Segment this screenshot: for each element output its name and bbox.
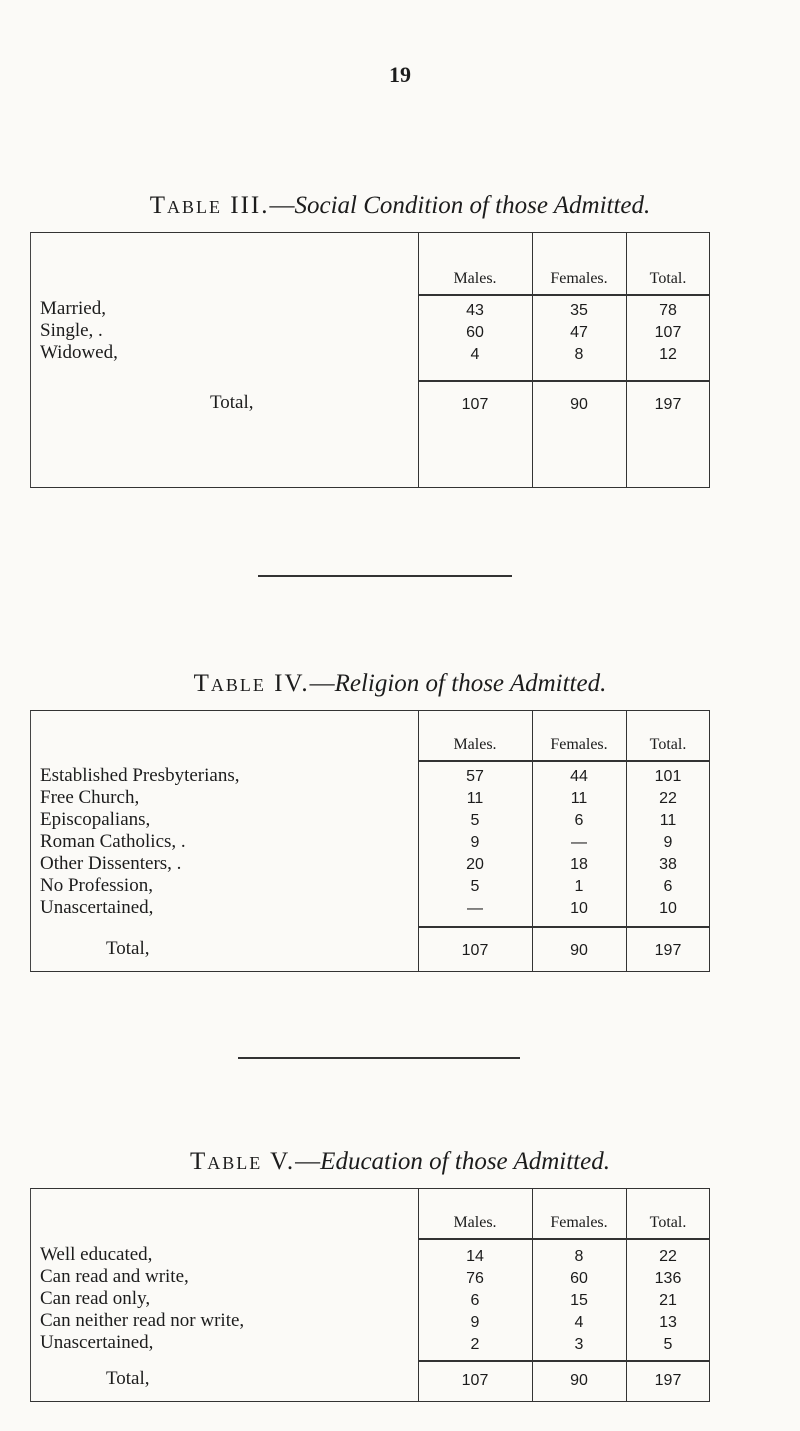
table-4-cell: 22 — [659, 790, 677, 807]
table-5-cell: 60 — [570, 1270, 588, 1287]
table-5-row-label: Can neither read nor write, — [40, 1310, 245, 1331]
table-4-total-cell: 197 — [654, 942, 682, 959]
table-4-cell: 6 — [663, 878, 673, 895]
table-5-cell: 15 — [570, 1292, 588, 1309]
table-3-row-label: Widowed, — [40, 342, 118, 363]
table-5-cell: 76 — [466, 1270, 484, 1287]
table-4-cell: 1 — [574, 878, 584, 895]
table-3-total-label: Total, — [210, 392, 254, 413]
table-4-total-rule — [418, 926, 710, 928]
table-4-total-label: Total, — [106, 938, 150, 959]
page-number: 19 — [389, 62, 411, 87]
table-5-row-label: Well educated, — [40, 1244, 153, 1265]
table-5-cell: 5 — [663, 1336, 673, 1353]
table-3-header-total: Total. — [649, 270, 687, 287]
table-4-cell: 9 — [470, 834, 480, 851]
table-5-total-cell: 90 — [570, 1372, 588, 1389]
table-3-row-label: Married, — [40, 298, 106, 319]
table-3-cell: 60 — [466, 324, 484, 341]
table-4-title-sub: Religion of those Admitted. — [334, 670, 607, 697]
table-5 — [30, 1188, 710, 1402]
table-5-cell: 8 — [574, 1248, 584, 1265]
table-3-total-rule — [418, 380, 710, 382]
table-5-cell: 13 — [659, 1314, 677, 1331]
table-5-cell: 3 — [574, 1336, 584, 1353]
table-4-row-label: Free Church, — [40, 787, 140, 808]
table-4-cell: — — [467, 900, 483, 917]
table-5-row-label: Unascertained, — [40, 1332, 154, 1353]
table-4-row-label: Established Presbyterians, — [40, 765, 240, 786]
table-4-row-label: Roman Catholics, . — [40, 831, 186, 852]
table-4-cell: 10 — [659, 900, 677, 917]
table-3-title-dash: — — [269, 192, 295, 219]
table-4-title-lead: Table IV. — [193, 670, 310, 697]
table-4-cell: 11 — [466, 790, 484, 807]
table-4-cell: 9 — [663, 834, 673, 851]
table-3-row-label: Single, . — [40, 320, 103, 341]
section-divider — [238, 1057, 520, 1059]
table-4 — [30, 710, 710, 972]
table-3-header-males: Males. — [453, 270, 497, 287]
table-5-cell: 6 — [470, 1292, 480, 1309]
table-4-header-males: Males. — [453, 736, 497, 753]
table-4-title — [0, 670, 800, 698]
table-4-title-dash: — — [309, 670, 335, 697]
table-5-total-cell: 197 — [654, 1372, 682, 1389]
table-4-cell: 11 — [570, 790, 588, 807]
table-3-cell: 43 — [466, 302, 484, 319]
table-3 — [30, 232, 710, 488]
table-4-total-cell: 107 — [461, 942, 489, 959]
table-5-cell: 14 — [466, 1248, 484, 1265]
table-5-title-sub: Education of those Admitted. — [320, 1148, 610, 1175]
table-4-cell: 38 — [659, 856, 677, 873]
table-5-cell: 136 — [654, 1270, 682, 1287]
table-5-cell: 2 — [470, 1336, 480, 1353]
table-4-header-females: Females. — [550, 736, 608, 753]
table-5-header-males: Males. — [453, 1214, 497, 1231]
table-5-header-females: Females. — [550, 1214, 608, 1231]
table-4-row-label: Episcopalians, — [40, 809, 151, 830]
table-5-title-lead: Table V. — [190, 1148, 296, 1175]
table-4-cell: 11 — [659, 812, 677, 829]
table-5-total-label: Total, — [106, 1368, 150, 1389]
table-3-title — [0, 192, 800, 220]
table-5-row-label: Can read and write, — [40, 1266, 189, 1287]
table-5-cell: 4 — [574, 1314, 584, 1331]
table-3-total-cell: 90 — [570, 396, 588, 413]
table-3-title-lead: Table III. — [149, 192, 270, 219]
table-3-total-cell: 107 — [461, 396, 489, 413]
table-3-cell: 107 — [654, 324, 682, 341]
table-4-cell: 6 — [574, 812, 584, 829]
table-4-cell: 57 — [466, 768, 484, 785]
table-3-cell: 4 — [470, 346, 480, 363]
table-4-header-total: Total. — [649, 736, 687, 753]
table-3-header-rule — [418, 294, 710, 296]
table-3-cell: 35 — [570, 302, 588, 319]
table-4-row-label: Unascertained, — [40, 897, 154, 918]
table-3-title-sub: Social Condition of those Admitted. — [294, 192, 651, 219]
table-4-header-rule — [418, 760, 710, 762]
table-5-total-cell: 107 — [461, 1372, 489, 1389]
table-4-cell: 5 — [470, 878, 480, 895]
table-4-cell: 20 — [466, 856, 484, 873]
table-5-title — [0, 1148, 800, 1176]
table-3-cell: 47 — [570, 324, 588, 341]
table-5-header-rule — [418, 1238, 710, 1240]
table-5-row-label: Can read only, — [40, 1288, 151, 1309]
table-4-cell: 10 — [570, 900, 588, 917]
table-3-cell: 78 — [659, 302, 677, 319]
section-divider — [258, 575, 512, 577]
table-5-cell: 21 — [659, 1292, 677, 1309]
table-4-cell: 5 — [470, 812, 480, 829]
table-5-header-total: Total. — [649, 1214, 687, 1231]
table-4-total-cell: 90 — [570, 942, 588, 959]
table-5-total-rule — [418, 1360, 710, 1362]
table-3-cell: 12 — [659, 346, 677, 363]
table-3-cell: 8 — [574, 346, 584, 363]
table-3-header-females: Females. — [550, 270, 608, 287]
table-4-cell: — — [571, 834, 587, 851]
table-4-row-label: No Profession, — [40, 875, 153, 896]
table-3-total-cell: 197 — [654, 396, 682, 413]
table-4-row-label: Other Dissenters, . — [40, 853, 182, 874]
table-5-cell: 9 — [470, 1314, 480, 1331]
table-4-cell: 101 — [654, 768, 682, 785]
table-4-cell: 44 — [570, 768, 588, 785]
table-4-cell: 18 — [570, 856, 588, 873]
table-5-title-dash: — — [295, 1148, 321, 1175]
table-5-cell: 22 — [659, 1248, 677, 1265]
